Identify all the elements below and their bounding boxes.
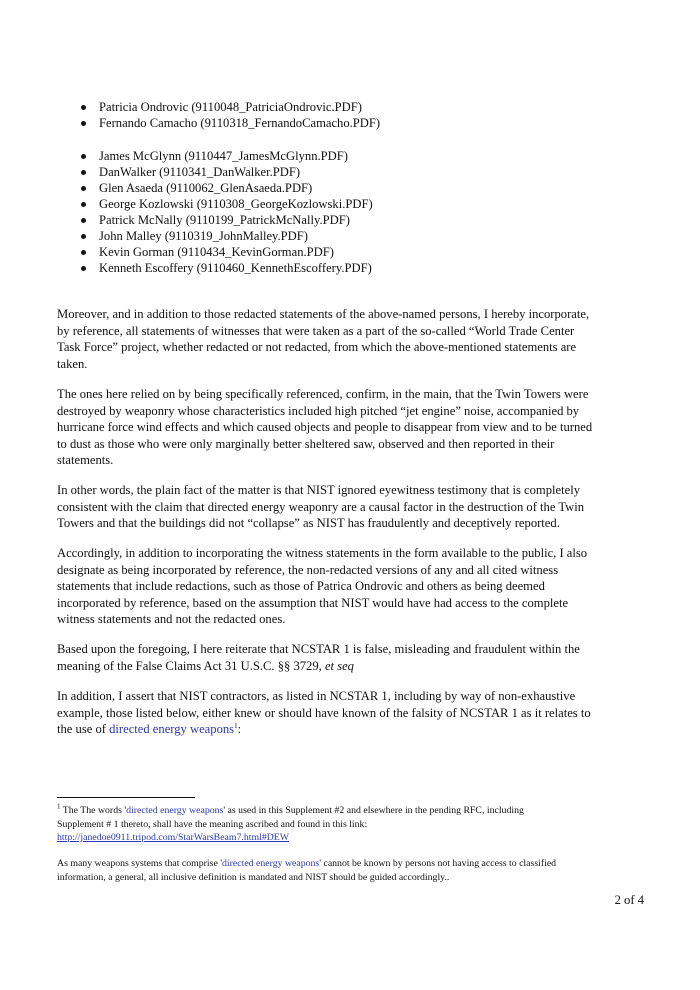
list-item: Kenneth Escoffery (9110460_KennethEscoffery.PDF) (81, 260, 373, 276)
paragraph-false-claims: Based upon the foregoing, I here reiterate that NCSTAR 1 is false, misleading and fraudulent within the meaning of the False Claims Act 31 U.S.C. §§ 3729, et seq (57, 642, 580, 673)
list-item: John Malley (9110319_JohnMalley.PDF) (81, 228, 373, 244)
list-item: DanWalker (9110341_DanWalker.PDF) (81, 164, 373, 180)
directed-energy-weapons-link[interactable]: directed energy weapons (109, 722, 235, 736)
list-item: Patrick McNally (9110199_PatrickMcNally.PDF) (81, 212, 373, 228)
list-item: Patricia Ondrovic (9110048_PatriciaOndrovic.PDF) (81, 99, 380, 115)
page-number: 2 of 4 (614, 893, 644, 907)
paragraph-non-redacted: Accordingly, in addition to incorporating the witness statements in the form available to the public, I also designate as being incorporated by reference, the non-redacted versions of any and all cited witness statements that include redactions, such as those of Patrica Ondrovic and others as being deemed incorporated by reference, based on the assumption that NIST would have had access to the complete witness statements and not the redacted ones. (57, 546, 588, 626)
paragraph-incorporation: Moreover, and in addition to those redacted statements of the above-named persons, I hereby incorporate, by reference, all statements of witnesses that were taken as a part of the so-called “World Trade Center Task Force” project, whether redacted or not redacted, from which the above-mentioned statements are taken. (57, 307, 590, 371)
list-item: Kevin Gorman (9110434_KevinGorman.PDF) (81, 244, 373, 260)
paragraph-nist-ignored: In other words, the plain fact of the matter is that NIST ignored eyewitness testimony that is completely consistent with the claim that directed energy weaponry are a causal factor in the destruction of the Twin Towers and that the buildings did not “collapse” as NIST has fraudulently and deceptively reported. (57, 483, 585, 530)
paragraph-contractors: In addition, I assert that NIST contractors, as listed in NCSTAR 1, including by way of non-exhaustive example, those listed below, either knew or should have known of the falsity of NCSTAR 1 as it relates to the use of directed energy weapons$^1$: (57, 689, 591, 736)
witness-list-a (81, 99, 380, 131)
paragraph-witness-characteristics: The ones here relied on by being specifically referenced, confirm, in the main, that the Twin Towers were destroyed by weaponry whose characteristics included high pitched “jet engine” noise, accompanied by hurricane force wind effects and which caused objects and people to disappear from view and to be turned to dust as those who were only marginally better sheltered saw, observed and then reported in their statements. (57, 387, 593, 467)
footnote-reference[interactable]: 1 (234, 721, 238, 730)
footnote-definition: $^1$ The The words 'directed energy weapons' as used in this Supplement #2 and elsewhere in the pending RFC, including Supplement # 1 thereto, shall have the meaning ascribed and found in this link: http://janedoe0911.tripod.com/StarWarsBeam7.html#DEW (57, 804, 657, 845)
list-item: James McGlynn (9110447_JamesMcGlynn.PDF) (81, 148, 373, 164)
footnote-url-link[interactable]: http://janedoe0911.tripod.com/StarWarsBeam7.html#DEW (57, 832, 290, 843)
list-item: Glen Asaeda (9110062_GlenAsaeda.PDF) (81, 180, 373, 196)
list-item: Fernando Camacho (9110318_FernandoCamacho.PDF) (81, 115, 380, 131)
witness-list-b (81, 148, 373, 276)
list-item: George Kozlowski (9110308_GeorgeKozlowski.PDF) (81, 196, 373, 212)
footnote-classified-note: As many weapons systems that comprise 'directed energy weapons' cannot be known by persons not having access to classified information, a general, all inclusive definition is mandated and NIST should be guided accordingly.. (57, 858, 557, 883)
footnote-divider (57, 797, 195, 798)
